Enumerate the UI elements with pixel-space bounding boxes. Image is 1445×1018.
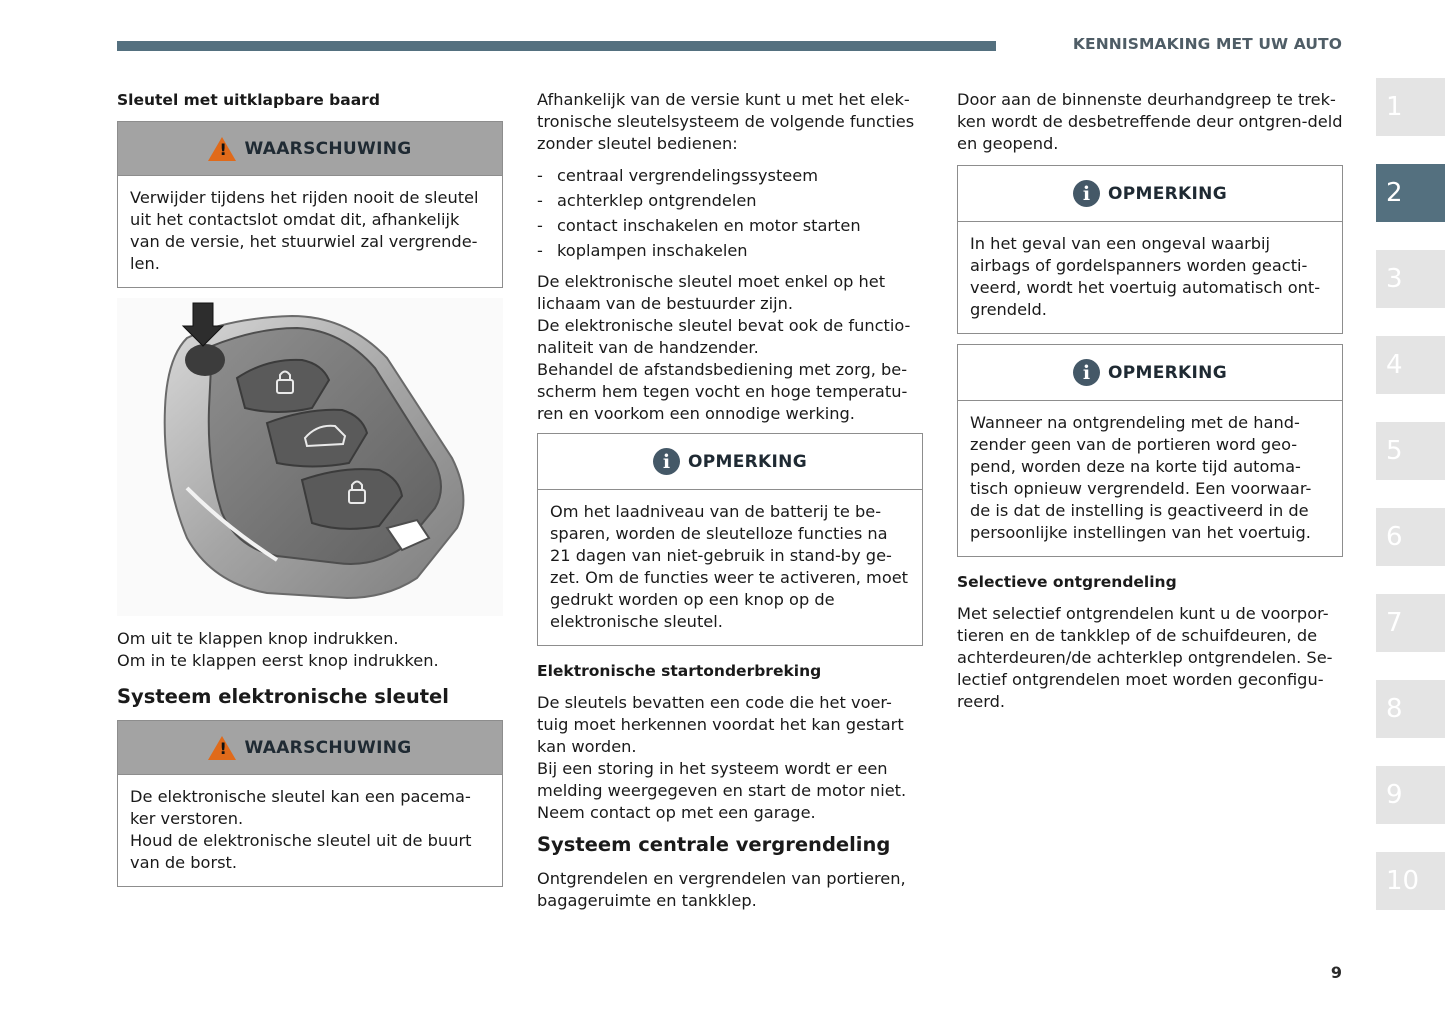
chapter-tab-2[interactable]: 2 [1376, 164, 1445, 222]
column-1 [117, 89, 503, 897]
key-paragraph [537, 271, 923, 425]
note-box-relock [957, 344, 1343, 557]
info-icon: i [1073, 180, 1100, 207]
note-body: Om het laadniveau van de batterij te be-sparen, worden de sleutelloze functies na 21 dagen van niet-gebruik in stand-by ge-zet. Om de functies weer te activeren, moet gedrukt worden op een knop op de elektronische sleutel. [550, 502, 909, 631]
chapter-tab-8[interactable]: 8 [1376, 680, 1445, 738]
chapter-title: KENNISMAKING MET UW AUTO [1072, 35, 1342, 53]
image-caption [117, 628, 503, 672]
paragraph-line: Neem contact op met een garage. [537, 803, 816, 822]
paragraph-line: Behandel de afstandsbediening met zorg, be-scherm hem tegen vocht en hoge temperatu-ren en voorkom een onnodige werking. [537, 360, 908, 423]
paragraph-line: De sleutels bevatten een code die het voer-tuig moet herkennen voordat het kan gestart kan worden. [537, 693, 904, 756]
list-item: - contact inschakelen en motor starten [537, 213, 923, 238]
chapter-tabs [1376, 78, 1445, 938]
warning-line-2: Houd de elektronische sleutel uit de buurt van de borst. [130, 831, 472, 872]
chapter-tab-5[interactable]: 5 [1376, 422, 1445, 480]
column-3 [957, 89, 1343, 721]
warning-triangle-icon: ! [208, 137, 236, 161]
chapter-tab-3[interactable]: 3 [1376, 250, 1445, 308]
list-item: - achterklep ontgrendelen [537, 188, 923, 213]
warning-triangle-icon: ! [208, 736, 236, 760]
warning-body [118, 775, 502, 886]
note-body: Wanneer na ontgrendeling met de hand-zender geen van de portieren word geo-pend, worden deze na korte tijd automa-tisch opnieuw vergrendeld. Een voorwaar-de is dat de instelling is geactiveerd in de persoonlijke instellingen van het voertuig. [970, 413, 1312, 542]
selective-unlock-paragraph: Met selectief ontgrendelen kunt u de voorpor-tieren en de tankklep of de schuifdeuren, de achterdeuren/de achterklep ontgrendelen. Se-lectief ontgrendelen moet worden geconfigu-reerd. [957, 604, 1333, 711]
chapter-tab-4[interactable]: 4 [1376, 336, 1445, 394]
key-fob-illustration [117, 298, 503, 616]
caption-line-2: Om in te klappen eerst knop indrukken. [117, 651, 439, 670]
column-2 [537, 89, 923, 920]
note-box-accident [957, 165, 1343, 334]
intro-paragraph: Afhankelijk van de versie kunt u met het elek-tronische sleutelsysteem de volgende functies zonder sleutel bedienen: [537, 90, 915, 153]
note-title: OPMERKING [1108, 183, 1227, 204]
chapter-tab-6[interactable]: 6 [1376, 508, 1445, 566]
central-locking-paragraph: Ontgrendelen en vergrendelen van portieren, bagageruimte en tankklep. [537, 869, 906, 910]
warning-body: Verwijder tijdens het rijden nooit de sleutel uit het contactslot omdat dit, afhankelijk van de versie, het stuurwiel zal vergrende-len. [130, 188, 479, 273]
warning-line-1: De elektronische sleutel kan een pacema-ker verstoren. [130, 787, 471, 828]
note-title: OPMERKING [1108, 362, 1227, 383]
note-title: OPMERKING [688, 451, 807, 472]
warning-header [118, 721, 502, 775]
chapter-tab-10[interactable]: 10 [1376, 852, 1445, 910]
section-heading-flip-key: Sleutel met uitklapbare baard [117, 91, 380, 109]
note-header [958, 166, 1342, 222]
chapter-tab-1[interactable]: 1 [1376, 78, 1445, 136]
paragraph-line: Bij een storing in het systeem wordt er een melding weergegeven en start de motor niet. [537, 759, 907, 800]
warning-title: WAARSCHUWING [244, 138, 412, 159]
immobilizer-paragraph [537, 692, 923, 824]
warning-box-2 [117, 720, 503, 887]
section-heading-electronic-key: Systeem elektronische sleutel [117, 685, 449, 708]
paragraph-line: De elektronische sleutel moet enkel op het lichaam van de bestuurder zijn. [537, 272, 886, 313]
feature-list [537, 163, 923, 263]
section-heading-selective-unlock: Selectieve ontgrendeling [957, 573, 1177, 591]
list-item: - centraal vergrendelingssysteem [537, 163, 923, 188]
warning-title: WAARSCHUWING [244, 737, 412, 758]
section-heading-central-locking: Systeem centrale vergrendeling [537, 833, 891, 856]
note-body: In het geval van een ongeval waarbij airbags of gordelspanners worden geacti-veerd, wordt het voertuig automatisch ont-grendeld. [970, 234, 1321, 319]
chapter-tab-9[interactable]: 9 [1376, 766, 1445, 824]
chapter-tab-7[interactable]: 7 [1376, 594, 1445, 652]
header-bar [117, 41, 996, 51]
warning-box-1 [117, 121, 503, 288]
paragraph-line: De elektronische sleutel bevat ook de functio-naliteit van de handzender. [537, 316, 911, 357]
note-header [958, 345, 1342, 401]
section-heading-immobilizer: Elektronische startonderbreking [537, 662, 822, 680]
warning-header [118, 122, 502, 176]
note-header [538, 434, 922, 490]
list-item: - koplampen inschakelen [537, 238, 923, 263]
caption-line-1: Om uit te klappen knop indrukken. [117, 629, 399, 648]
note-box-battery [537, 433, 923, 646]
page-number: 9 [1330, 963, 1342, 982]
intro-paragraph: Door aan de binnenste deurhandgreep te trek-ken wordt de desbetreffende deur ontgren-deld en geopend. [957, 90, 1343, 153]
info-icon: i [1073, 359, 1100, 386]
info-icon: i [653, 448, 680, 475]
